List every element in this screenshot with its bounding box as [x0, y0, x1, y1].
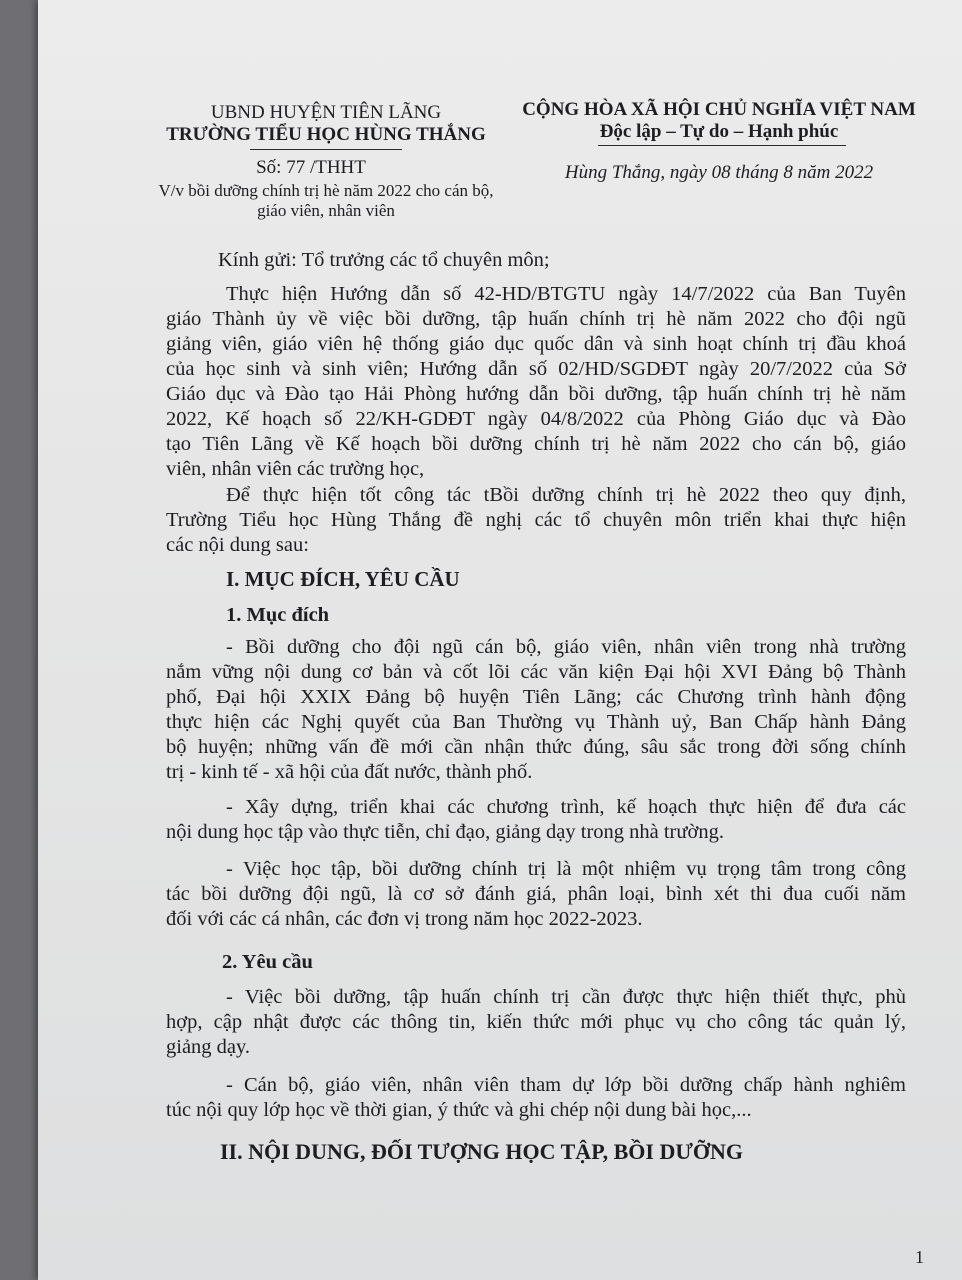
purpose-line: thực hiện các Nghị quyết của Ban Thường vụ Thành uỷ, Ban Chấp hành Đảng: [166, 711, 906, 733]
proposal-paragraph: [166, 483, 906, 558]
motto-underline: [598, 145, 846, 146]
requirement-item-1: [166, 985, 906, 1060]
proposal-line: các nội dung sau:: [166, 534, 309, 556]
document-page: [38, 0, 962, 1280]
purpose-line: tác bồi dưỡng đội ngũ, là cơ sở đánh giá, phân loại, bình xét thi đua cuối năm: [166, 883, 906, 905]
requirement-item-2: [166, 1073, 906, 1123]
intro-line: viên, nhân viên các trường học,: [166, 458, 425, 480]
requirement-line: - Cán bộ, giáo viên, nhân viên tham dự lớp bồi dưỡng chấp hành nghiêm: [226, 1074, 906, 1096]
national-motto: Độc lập – Tự do – Hạnh phúc: [599, 121, 839, 142]
school-name: TRƯỜNG TIỂU HỌC HÙNG THẮNG: [166, 124, 486, 145]
document-number: Số: 77 /THHT: [256, 157, 366, 178]
place-date: Hùng Thắng, ngày 08 tháng 8 năm 2022: [564, 162, 874, 183]
intro-line: Giáo dục và Đào tạo Hải Phòng hướng dẫn bồi dưỡng, tập huấn chính trị hè năm: [166, 383, 906, 405]
proposal-line: Để thực hiện tốt công tác tBồi dưỡng chính trị hè 2022 theo quy định,: [226, 484, 906, 506]
proposal-line: Trường Tiểu học Hùng Thắng đề nghị các tổ chuyên môn triển khai thực hiện: [166, 509, 906, 531]
intro-line: tạo Tiên Lãng về Kế hoạch bồi dưỡng chính trị hè năm 2022 cho cán bộ, giáo: [166, 433, 906, 455]
intro-line: 2022, Kế hoạch số 22/KH-GDĐT ngày 04/8/2022 của Phòng Giáo dục và Đào: [166, 408, 906, 430]
intro-line: giáo Thành ủy về việc bồi dưỡng, tập huấn chính trị hè năm 2022 cho đội ngũ: [166, 308, 906, 330]
section-2-title: II. NỘI DUNG, ĐỐI TƯỢNG HỌC TẬP, BỒI DƯỠNG: [220, 1139, 743, 1164]
subsection-2-title: 2. Yêu cầu: [222, 951, 313, 973]
intro-line: Thực hiện Hướng dẫn số 42-HD/BTGTU ngày 14/7/2022 của Ban Tuyên: [226, 283, 906, 305]
purpose-line: - Việc học tập, bồi dưỡng chính trị là một nhiệm vụ trọng tâm trong công: [226, 858, 906, 880]
intro-paragraph: [166, 282, 906, 482]
purpose-line: - Bồi dưỡng cho đội ngũ cán bộ, giáo viên, nhân viên trong nhà trường: [226, 636, 906, 658]
requirement-line: giảng dạy.: [166, 1036, 251, 1058]
national-title: CỘNG HÒA XÃ HỘI CHỦ NGHĨA VIỆT NAM: [522, 99, 916, 120]
purpose-line: trị - kinh tế - xã hội của đất nước, thành phố.: [166, 761, 533, 783]
purpose-item-1: [166, 635, 906, 785]
school-name-underline: [250, 149, 402, 150]
intro-line: của học sinh và sinh viên; Hướng dẫn số 02/HD/SGDĐT ngày 20/7/2022 của Sở: [166, 358, 906, 380]
intro-line: giảng viên, giáo viên hệ thống giáo dục quốc dân và sinh hoạt chính trị đầu khoá: [166, 333, 906, 355]
org-parent-name: UBND HUYỆN TIÊN LÃNG: [210, 102, 442, 123]
purpose-item-3: [166, 857, 906, 932]
purpose-line: bộ huyện; những vấn đề mới cần nhận thức đúng, sâu sắc trong đời sống chính: [166, 736, 906, 758]
subsection-1-title: 1. Mục đích: [226, 604, 330, 626]
purpose-line: nắm vững nội dung cơ bản và cốt lõi các văn kiện Đại hội XVI Đảng bộ Thành: [166, 661, 906, 683]
requirement-line: túc nội quy lớp học về thời gian, ý thức và ghi chép nội dung bài học,...: [166, 1099, 752, 1121]
requirement-line: - Việc bồi dưỡng, tập huấn chính trị cần được thực hiện thiết thực, phù: [226, 986, 906, 1008]
purpose-line: nội dung học tập vào thực tiễn, chỉ đạo, giảng dạy trong nhà trường.: [166, 821, 724, 843]
section-1-title: I. MỤC ĐÍCH, YÊU CẦU: [226, 567, 460, 591]
purpose-line: phố, Đại hội XXIX Đảng bộ huyện Tiên Lãng; các Chương trình hành động: [166, 686, 906, 708]
recipient: Kính gửi: Tổ trưởng các tổ chuyên môn;: [218, 249, 550, 271]
purpose-line: đối với các cá nhân, các đơn vị trong năm học 2022-2023.: [166, 908, 643, 930]
page-number: 1: [915, 1247, 924, 1267]
purpose-line: - Xây dựng, triển khai các chương trình, kế hoạch thực hiện để đưa các: [226, 796, 906, 818]
purpose-item-2: [166, 795, 906, 845]
subject-line-1: V/v bồi dưỡng chính trị hè năm 2022 cho cán bộ,: [158, 181, 494, 200]
subject-line-2: giáo viên, nhân viên: [257, 201, 395, 220]
requirement-line: hợp, cập nhật được các thông tin, kiến thức mới phục vụ cho công tác quản lý,: [166, 1011, 906, 1033]
